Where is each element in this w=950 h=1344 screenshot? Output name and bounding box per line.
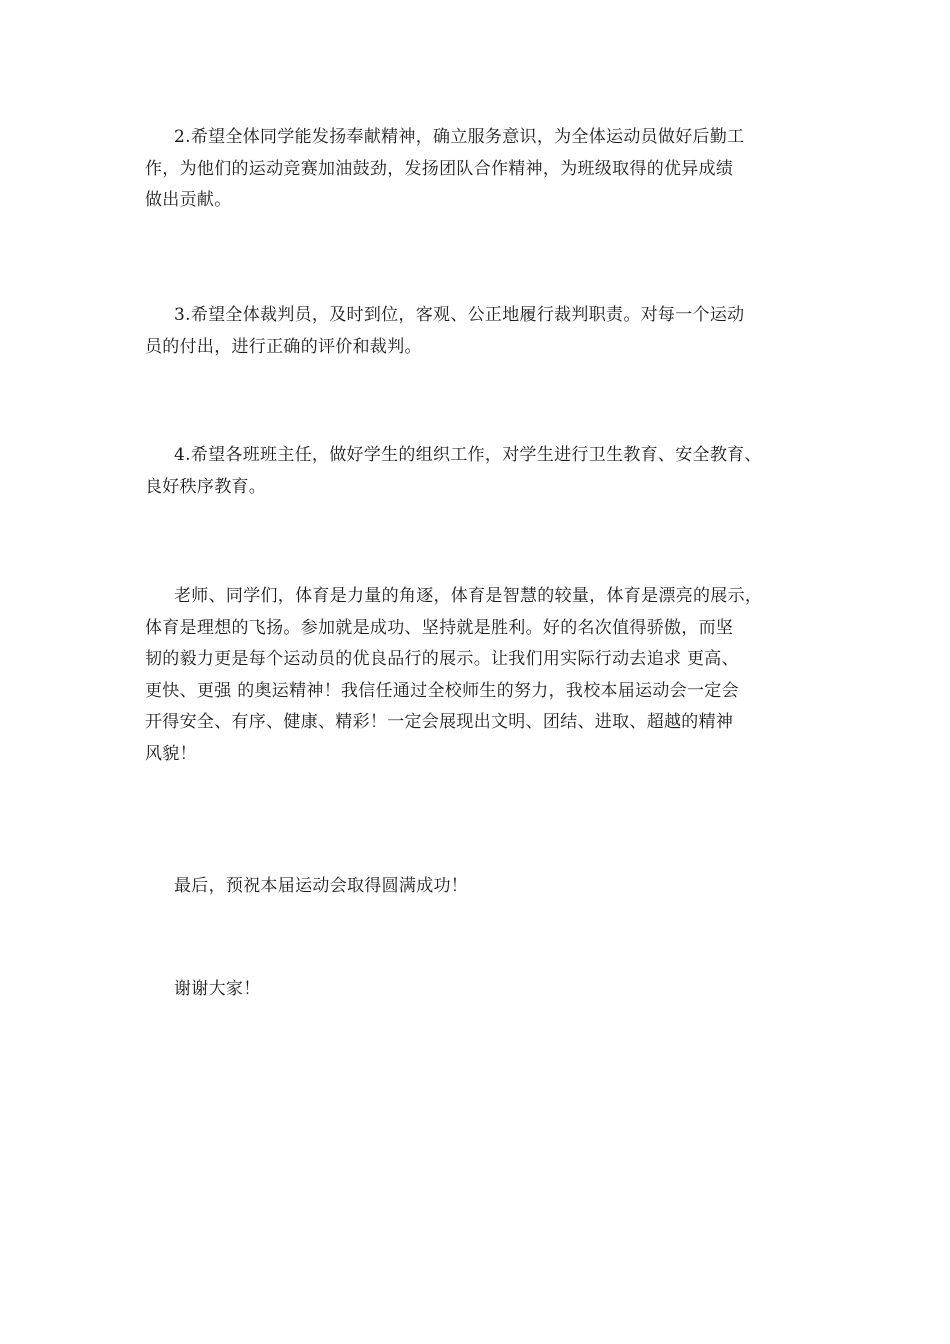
- paragraph-line: 4.希望各班班主任，做好学生的组织工作，对学生进行卫生教育、安全教育、: [174, 445, 762, 465]
- paragraph-wishes: [145, 871, 825, 903]
- paragraph-line: 风貌！: [145, 743, 197, 764]
- paragraph-line: 良好秩序教育。: [145, 476, 267, 497]
- paragraph-line: 开得安全、有序、健康、精彩！一定会展现出文明、团结、进取、超越的精神: [145, 712, 734, 732]
- paragraph-line: 做出贡献。: [145, 190, 232, 210]
- paragraph-line: 更快、更强 的奥运精神！我信任通过全校师生的努力，我校本届运动会一定会: [145, 680, 739, 701]
- paragraph-line: 员的付出，进行正确的评价和裁判。: [145, 336, 422, 357]
- paragraph-item-2: [145, 122, 825, 217]
- paragraph-item-4: [145, 440, 825, 503]
- paragraph-line: 3.希望全体裁判员，及时到位，客观、公正地履行裁判职责。对每一个运动: [174, 305, 745, 325]
- paragraph-line: 2.希望全体同学能发扬奉献精神，确立服务意识，为全体运动员做好后勤工: [174, 127, 745, 147]
- paragraph-line: 韧的毅力更是每个运动员的优良品行的展示。让我们用实际行动去追求 更高、: [145, 649, 739, 669]
- paragraph-thanks: [145, 974, 825, 1006]
- paragraph-line: 最后，预祝本届运动会取得圆满成功！: [174, 876, 469, 896]
- paragraph-line: 作，为他们的运动竞赛加油鼓劲，发扬团队合作精神，为班级取得的优异成绩: [145, 158, 734, 179]
- paragraph-line: 老师、同学们，体育是力量的角逐，体育是智慧的较量，体育是漂亮的展示，: [174, 586, 763, 606]
- paragraph-closing-remarks: [145, 581, 825, 770]
- paragraph-line: 谢谢大家！: [174, 979, 261, 999]
- paragraph-item-3: [145, 300, 825, 363]
- paragraph-line: 体育是理想的飞扬。参加就是成功、坚持就是胜利。好的名次值得骄傲，而坚: [145, 617, 734, 638]
